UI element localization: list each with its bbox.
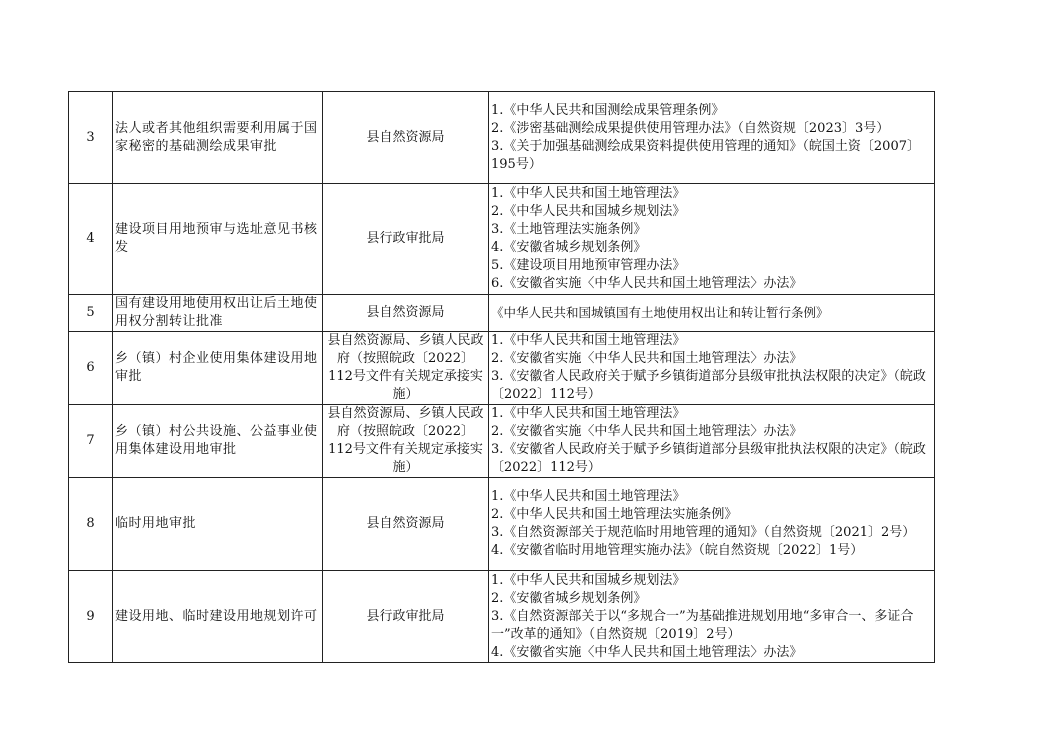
approval-item-name: 乡（镇）村公共设施、公益事业使用集体建设用地审批 [113,405,323,478]
approval-item-name: 临时用地审批 [113,478,323,571]
legal-basis-line: 1.《中华人民共和国城乡规划法》 [491,572,686,588]
table-row [69,295,935,332]
legal-basis-line: 3.《安徽省人民政府关于赋予乡镇街道部分县级审批执法权限的决定》（皖政〔2022〕112号） [491,369,926,402]
table-row [69,92,935,184]
row-number: 5 [69,295,113,332]
legal-basis-line: 《中华人民共和国城镇国有土地使用权出让和转让暂行条例》 [491,305,829,320]
row-number: 4 [69,184,113,295]
legal-basis-line: 2.《安徽省实施〈中华人民共和国土地管理法〉办法》 [491,424,803,439]
legal-basis-line: 1.《中华人民共和国测绘成果管理条例》 [491,102,725,118]
implementing-department: 县自然资源局 [323,295,489,332]
row-number: 9 [69,571,113,663]
implementing-department: 县行政审批局 [323,571,489,663]
row-number: 8 [69,478,113,571]
legal-basis-line: 2.《中华人民共和国土地管理法实施条例》 [491,507,738,522]
legal-basis-line: 3.《关于加强基础测绘成果资料提供使用管理的通知》（皖国土资〔2007〕195号） [491,138,920,172]
row-number: 3 [69,92,113,184]
legal-basis-line: 2.《安徽省实施〈中华人民共和国土地管理法〉办法》 [491,351,803,366]
legal-basis [489,571,935,663]
table-row [69,571,935,663]
legal-basis-line: 6.《安徽省实施〈中华人民共和国土地管理法〉办法》 [491,276,803,291]
legal-basis-line: 4.《安徽省城乡规划条例》 [491,240,647,255]
legal-basis-line: 1.《中华人民共和国土地管理法》 [491,186,686,201]
legal-basis-line: 3.《自然资源部关于以“多规合一”为基础推进规划用地“多审合一、多证合一”改革的通知》（自然资规〔2019〕2号） [491,608,914,642]
legal-basis-line: 3.《自然资源部关于规范临时用地管理的通知》（自然资规〔2021〕2号） [491,525,916,540]
row-number: 6 [69,332,113,405]
legal-basis-line: 1.《中华人民共和国土地管理法》 [491,406,686,421]
legal-basis-line: 1.《中华人民共和国土地管理法》 [491,333,686,348]
legal-basis-line: 2.《涉密基础测绘成果提供使用管理办法》（自然资规〔2023〕3号） [491,120,890,136]
implementing-department: 县自然资源局 [323,478,489,571]
legal-basis-line: 2.《中华人民共和国城乡规划法》 [491,204,686,219]
implementing-department: 县自然资源局、乡镇人民政府（按照皖政〔2022〕112号文件有关规定承接实施） [323,405,489,478]
legal-basis [489,405,935,478]
row-number: 7 [69,405,113,478]
implementing-department: 县自然资源局 [323,92,489,184]
legal-basis [489,295,935,332]
legal-basis [489,92,935,184]
table-row [69,405,935,478]
legal-basis-line: 5.《建设项目用地预审管理办法》 [491,258,686,273]
table-row [69,184,935,295]
approval-item-name: 建设用地、临时建设用地规划许可 [113,571,323,663]
implementing-department: 县行政审批局 [323,184,489,295]
table-row [69,332,935,405]
legal-basis [489,184,935,295]
approval-item-name: 建设项目用地预审与选址意见书核发 [113,184,323,295]
legal-basis-line: 4.《安徽省实施〈中华人民共和国土地管理法〉办法》 [491,644,803,660]
legal-basis-line: 4.《安徽省临时用地管理实施办法》（皖自然资规〔2022〕1号） [491,543,864,558]
table-row [69,478,935,571]
legal-basis [489,332,935,405]
approval-item-name: 乡（镇）村企业使用集体建设用地审批 [113,332,323,405]
approval-items-table [68,91,935,663]
legal-basis-line: 2.《安徽省城乡规划条例》 [491,590,647,606]
approval-item-name: 国有建设用地使用权出让后土地使用权分割转让批准 [113,295,323,332]
legal-basis [489,478,935,571]
legal-basis-line: 1.《中华人民共和国土地管理法》 [491,489,686,504]
approval-item-name: 法人或者其他组织需要利用属于国家秘密的基础测绘成果审批 [113,92,323,184]
legal-basis-line: 3.《安徽省人民政府关于赋予乡镇街道部分县级审批执法权限的决定》（皖政〔2022〕112号） [491,442,926,475]
implementing-department: 县自然资源局、乡镇人民政府（按照皖政〔2022〕112号文件有关规定承接实施） [323,332,489,405]
legal-basis-line: 3.《土地管理法实施条例》 [491,222,647,237]
